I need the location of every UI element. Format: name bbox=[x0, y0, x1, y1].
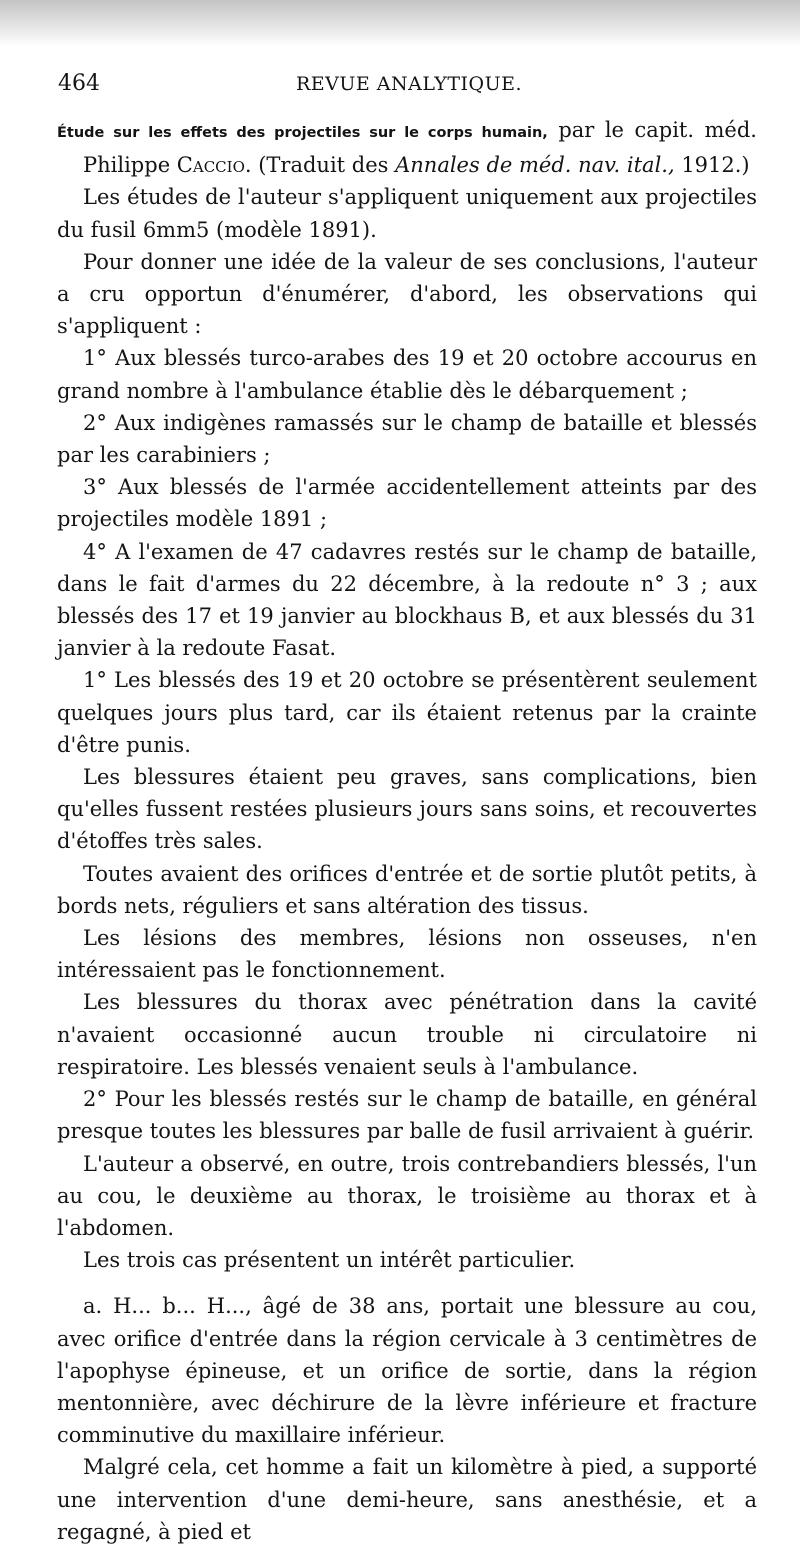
paragraph: Les blessures du thorax avec pénétration dans la cavité n'avaient occasionné aucun trouble ni circulatoire ni respiratoire. Les blessés venaient seuls à l'ambulance. bbox=[57, 990, 757, 1079]
article-title bbox=[57, 114, 757, 181]
page-number: 464 bbox=[58, 71, 100, 96]
author-surname: Caccio bbox=[176, 153, 245, 178]
paragraph: 2° Pour les blessés restés sur le champ de bataille, en général presque toutes les blessures par balle de fusil arrivaient à guérir. bbox=[57, 1087, 757, 1144]
source-journal: Annales de méd. nav. ital., bbox=[395, 153, 675, 178]
paragraph: L'auteur a observé, en outre, trois contrebandiers blessés, l'un au cou, le deuxième au thorax, le troisième au thorax et à l'abdomen. bbox=[57, 1151, 757, 1240]
article-year: 1912.) bbox=[674, 153, 750, 178]
article-source-prefix: . (Traduit des bbox=[244, 153, 396, 178]
paragraph: Toutes avaient des orifices d'entrée et de sortie plutôt petits, à bords nets, réguliers et sans altération des tissus. bbox=[57, 861, 757, 918]
body-text bbox=[57, 114, 757, 1548]
paragraph: Les lésions des membres, lésions non osseuses, n'en intéressaient pas le fonctionnement. bbox=[57, 926, 757, 983]
paragraph: 1° Aux blessés turco-arabes des 19 et 20 octobre accourus en grand nombre à l'ambulance établie dès le débarquement ; bbox=[57, 346, 757, 403]
paragraph: Les trois cas présentent un intérêt particulier. bbox=[83, 1248, 576, 1273]
running-title: REVUE ANALYTIQUE. bbox=[295, 73, 522, 95]
paragraph: 4° A l'examen de 47 cadavres restés sur le champ de bataille, dans le fait d'armes du 22 décembre, à la redoute n° 3 ; aux blessés des 17 et 19 janvier au blockhaus B, et aux blessés du 31 janvier à la redoute Fasat. bbox=[57, 539, 757, 661]
paragraph: Pour donner une idée de la valeur de ses conclusions, l'auteur a cru opportun d'énumérer, d'abord, les observations qui s'appliquent : bbox=[57, 249, 757, 339]
paragraph: 3° Aux blessés de l'armée accidentellement atteints par des projectiles modèle 1891 ; bbox=[57, 475, 757, 532]
paragraph: a. H... b... H..., âgé de 38 ans, portait une blessure au cou, avec orifice d'entrée dans la région cervicale à 3 centimètres de l'apophyse épineuse, et un orifice de sortie, dans la région mentonnière, avec déchirure de la lèvre inférieure et fracture comminutive du maxillaire inférieur. bbox=[57, 1294, 757, 1448]
paragraph: Les études de l'auteur s'appliquent uniquement aux projectiles du fusil 6mm5 (modèle 1891). bbox=[57, 185, 757, 242]
article-title-bold: Étude sur les effets des projectiles sur le corps humain, bbox=[57, 125, 548, 141]
paragraph: Les blessures étaient peu graves, sans complications, bien qu'elles fussent restées plusieurs jours sans soins, et recouvertes d'étoffes très sales. bbox=[57, 765, 757, 854]
paragraph: 1° Les blessés des 19 et 20 octobre se présentèrent seulement quelques jours plus tard, car ils étaient retenus par la crainte d'être punis. bbox=[57, 668, 757, 757]
paragraph: 2° Aux indigènes ramassés sur le champ de bataille et blessés par les carabiniers ; bbox=[57, 410, 757, 468]
paragraph: Malgré cela, cet homme a fait un kilomètre à pied, a supporté une intervention d'une demi-heure, sans anesthésie, et a regagné, à pied et bbox=[57, 1455, 757, 1544]
article-byline: par le capit. méd. Philippe bbox=[83, 118, 757, 178]
page-header bbox=[58, 66, 760, 102]
